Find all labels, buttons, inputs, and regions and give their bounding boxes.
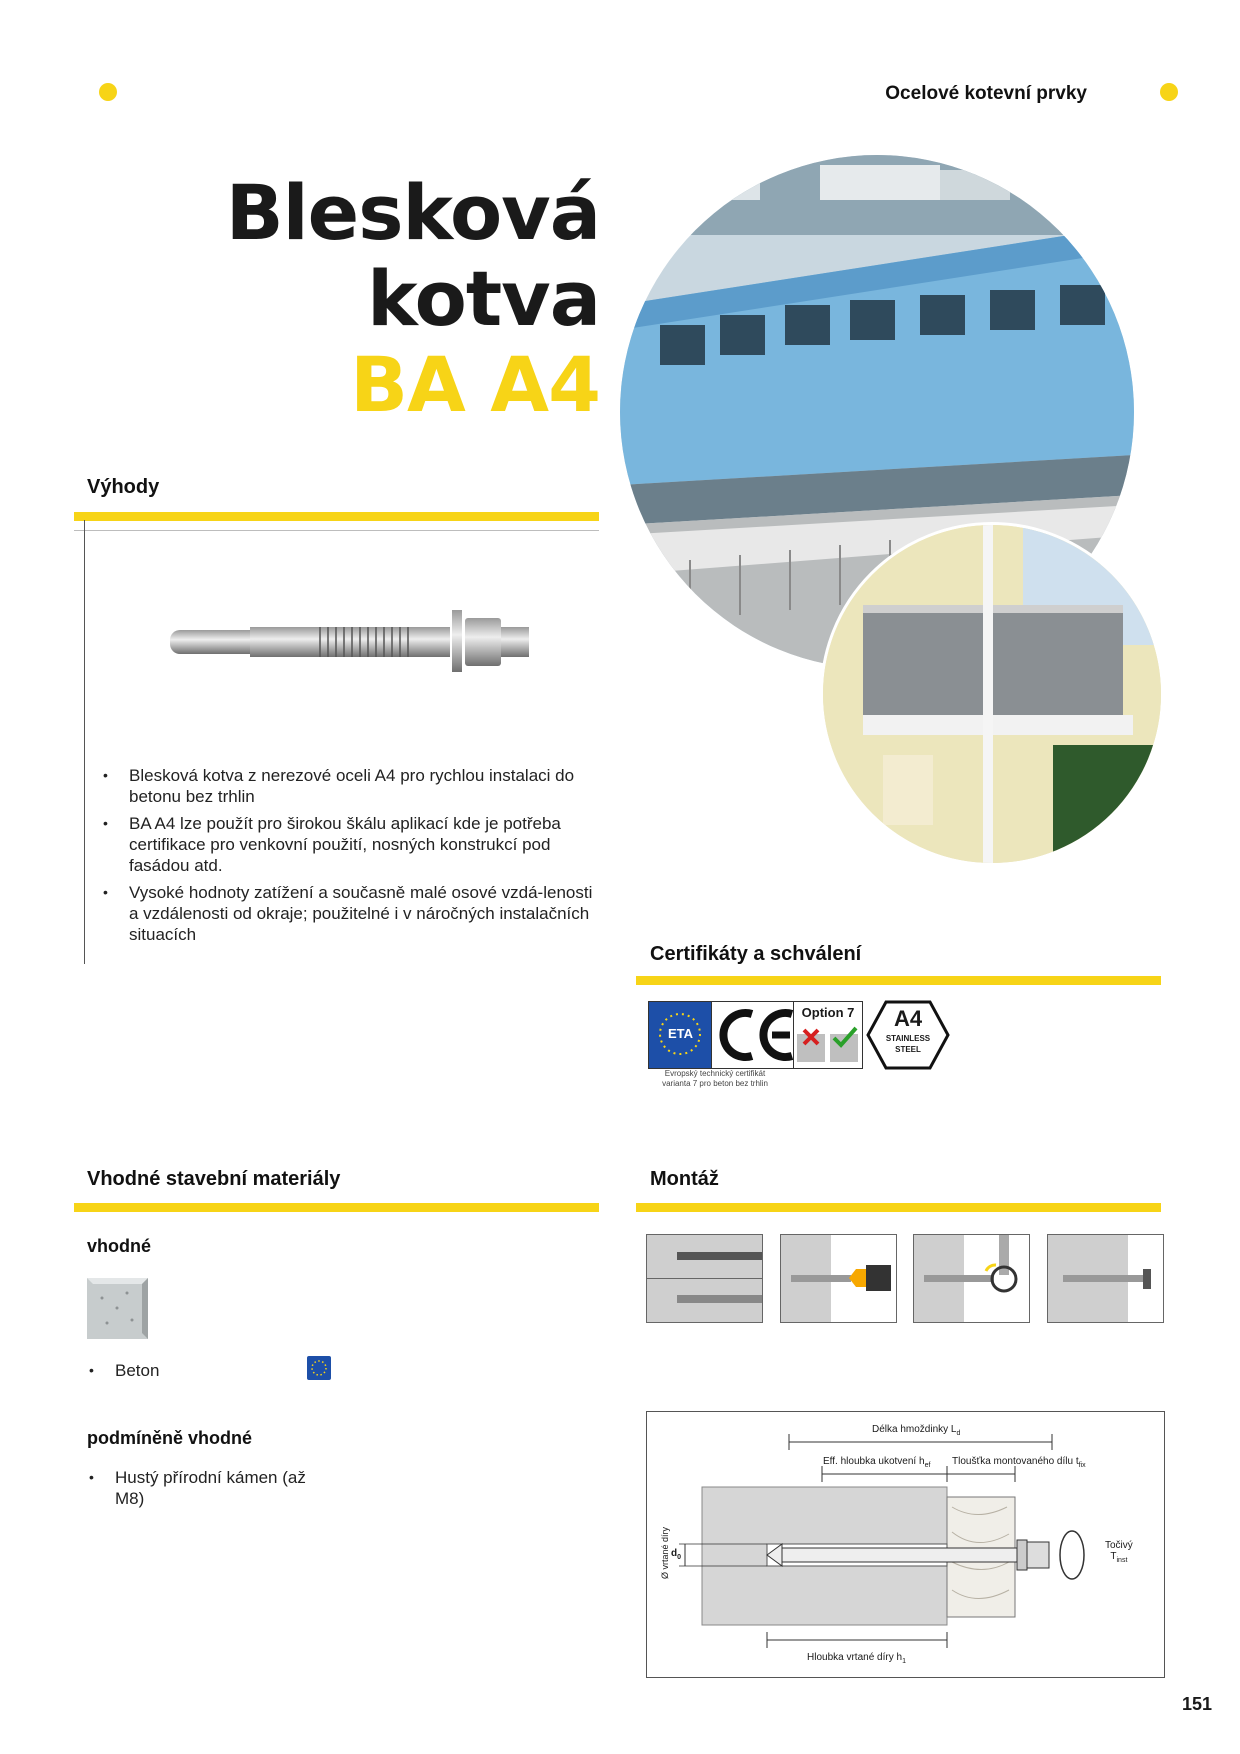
installation-diagram (646, 1411, 1165, 1678)
a4-sub2: STEEL (895, 1045, 921, 1054)
mounting-step-insert (780, 1234, 897, 1323)
title-line-1: Blesková (225, 168, 600, 257)
suitable-list (89, 1360, 389, 1387)
certs-caption-line2: varianta 7 pro beton bez trhlin (662, 1079, 768, 1088)
suitable-heading: vhodné (87, 1236, 152, 1256)
mounting-heading: Montáž (650, 1168, 719, 1190)
ce-mark (711, 1001, 801, 1069)
conditional-list (89, 1467, 319, 1515)
anchor-bolt-image (160, 600, 540, 685)
dim-hole-diameter: Ø vrtané díry (660, 1526, 670, 1580)
option7-label: Option 7 (801, 1005, 855, 1020)
title-line-2: kotva (367, 254, 600, 343)
title-line-3: BA A4 (350, 340, 600, 429)
a4-stainless-badge (866, 1000, 950, 1070)
a4-label: A4 (893, 1006, 923, 1031)
eta-logo (648, 1001, 713, 1069)
list-item: • Vysoké hodnoty zatížení a současně malé osové vzdá-lenosti a vzdálenosti od okraje; použitelné i v náročných instalačních situacích (103, 882, 593, 945)
advantages-bar (74, 512, 599, 521)
certs-heading: Certifikáty a schválení (650, 943, 862, 965)
page-title (100, 170, 600, 428)
certs-caption-line1: Evropský technický certifikát (664, 1069, 766, 1078)
conditional-heading: podmíněně vhodné (87, 1428, 253, 1448)
category-title: Ocelové kotevní prvky (885, 83, 1087, 104)
certs-bar (636, 976, 1161, 985)
advantages-vertical-rule (84, 520, 85, 964)
page-number: 151 (1181, 1694, 1212, 1714)
dim-hole-depth: Hloubka vrtané díry $h_1$ (807, 1652, 906, 1665)
certs-caption (640, 1069, 790, 1089)
mounting-bar (636, 1203, 1161, 1212)
a4-sub1: STAINLESS (885, 1034, 931, 1043)
advantages-rule (74, 530, 599, 531)
eta-label: ETA (667, 1026, 694, 1041)
list-item: • BA A4 lze použít pro širokou škálu aplikací kde je potřeba certifikace pro venkovní použití, nosných konstrukcí pod fasádou atd. (103, 813, 593, 876)
dim-torque: Točivý $T_{inst}$ (1105, 1540, 1133, 1564)
dim-eff-depth: Eff. hloubka ukotvení $h_{ef}$ (823, 1456, 931, 1469)
eta-small-icon (307, 1356, 331, 1380)
balcony-photo-circle (820, 522, 1164, 866)
concrete-icon (87, 1278, 148, 1339)
list-item: • Hustý přírodní kámen (až M8) (89, 1467, 319, 1509)
advantages-list (103, 765, 593, 951)
list-item: • Beton (89, 1360, 389, 1381)
mounting-step-done (1047, 1234, 1164, 1323)
yellow-dot-left (99, 83, 117, 101)
option7-badge (793, 1001, 863, 1069)
advantages-heading: Výhody (87, 476, 160, 498)
list-item: • Blesková kotva z nerezové oceli A4 pro rychlou instalaci do betonu bez trhlin (103, 765, 593, 807)
dim-anchor-length: Délka hmoždinky $L_d$ (872, 1424, 961, 1437)
mounting-step-drill (646, 1234, 763, 1323)
mounting-step-torque (913, 1234, 1030, 1323)
dim-d0: $d_0$ (671, 1548, 682, 1561)
materials-bar (74, 1203, 599, 1212)
materials-heading: Vhodné stavební materiály (87, 1168, 341, 1190)
dim-thickness: Tloušťka montovaného dílu $t_{fix}$ (952, 1456, 1086, 1469)
yellow-dot-right (1160, 83, 1178, 101)
